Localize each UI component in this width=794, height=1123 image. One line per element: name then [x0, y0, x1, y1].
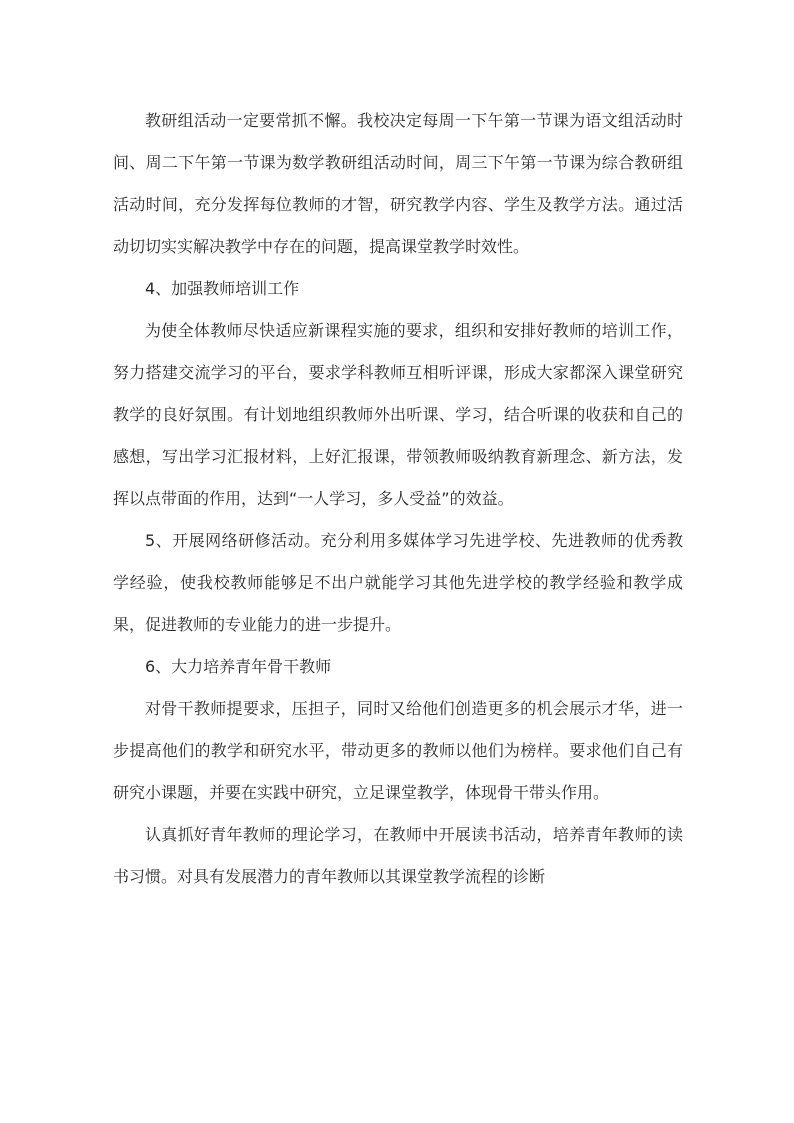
paragraph-young-teacher-theory: 认真抓好青年教师的理论学习，在教师中开展读书活动，培养青年教师的读书习惯。对具有发展潜力的青年教师以其课堂教学流程的诊断 — [113, 825, 683, 886]
heading-teacher-training: 4、加强教师培训工作 — [145, 279, 300, 298]
heading-young-teachers: 6、大力培养青年骨干教师 — [145, 657, 332, 676]
paragraph-online-study: 5、开展网络研修活动。充分利用多媒体学习先进学校、先进教师的优秀教学经验，使我校教师能够足不出户就能学习其他先进学校的教学经验和教学成果，促进教师的专业能力的进一步提升。 — [113, 531, 683, 634]
paragraph-backbone-teachers: 对骨干教师提要求，压担子，同时又给他们创造更多的机会展示才华，进一步提高他们的教学和研究水平，带动更多的教师以他们为榜样。要求他们自己有研究小课题，并要在实践中研究，立足课堂教学，体现骨干带头作用。 — [113, 699, 683, 802]
paragraph-activity-schedule: 教研组活动一定要常抓不懈。我校决定每周一下午第一节课为语文组活动时间、周二下午第一节课为数学教研组活动时间，周三下午第一节课为综合教研组活动时间，充分发挥每位教师的才智，研究教学内容、学生及教学方法。通过活动切切实实解决教学中存在的问题，提高课堂教学时效性。 — [113, 111, 683, 256]
paragraph-teacher-training: 为使全体教师尽快适应新课程实施的要求，组织和安排好教师的培训工作，努力搭建交流学习的平台，要求学科教师互相听评课，形成大家都深入课堂研究教学的良好氛围。有计划地组织教师外出听课、学习，结合听课的收获和自己的感想，写出学习汇报材料，上好汇报课，带领教师吸纳教育新理念、新方法，发挥以点带面的作用，达到“一人学习，多人受益”的效益。 — [113, 321, 683, 508]
document-body — [113, 100, 683, 898]
